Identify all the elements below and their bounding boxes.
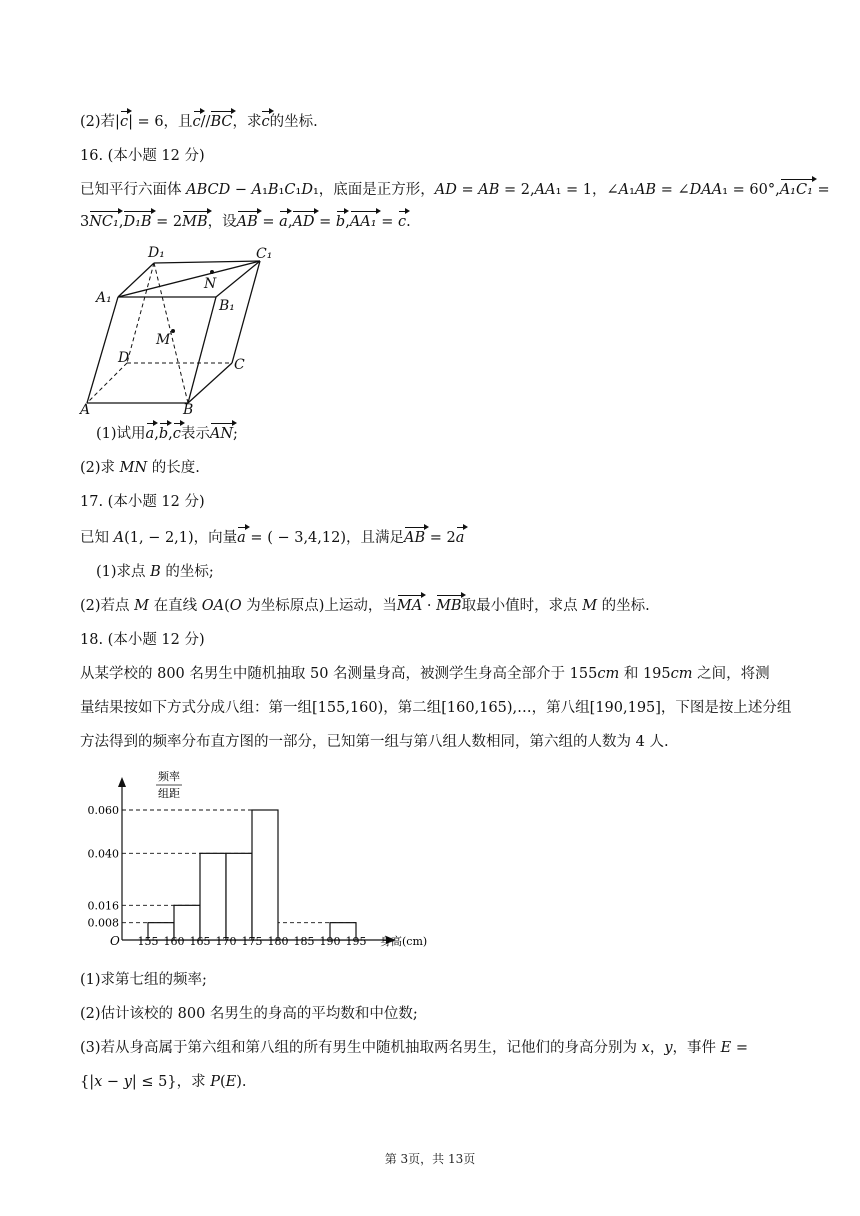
- histogram-bar-175-180: [252, 810, 278, 940]
- label-n: N: [204, 276, 217, 292]
- histogram-bar-170-175: [226, 853, 252, 940]
- q16-line2: 3NC₁,D₁B = 2MB，设AB = a,AD = b,AA₁ = c.: [80, 214, 411, 230]
- x-tick-label-185: 185: [293, 935, 315, 948]
- x-tick-label-155: 155: [137, 935, 159, 948]
- label-c: C: [234, 357, 245, 373]
- q17-part1: (1)求点 B 的坐标;: [96, 564, 214, 580]
- label-b1: B₁: [219, 298, 235, 314]
- q18-line2: 量结果按如下方式分成八组：第一组[155,160)，第二组[160,165),…，第八组[190,195]，下图是按上述分组: [80, 700, 792, 716]
- label-b: B: [183, 402, 194, 418]
- y-tick-label-2: 0.040: [87, 847, 119, 861]
- x-tick-label-195: 195: [345, 935, 367, 948]
- label-c1: C₁: [256, 246, 273, 262]
- label-d1: D₁: [148, 245, 165, 261]
- q18-part3-line1: (3)若从身高属于第六组和第八组的所有男生中随机抽取两名男生，记他们的身高分别为 x，y，事件 E =: [80, 1040, 749, 1056]
- y-tick-label-1: 0.016: [87, 899, 119, 913]
- q16-part1: (1)试用a,b,c表示AN;: [96, 426, 238, 442]
- q18-header: 18. (本小题 12 分): [80, 632, 205, 648]
- frequency-histogram: [70, 765, 450, 950]
- q18-line3: 方法得到的频率分布直方图的一部分，已知第一组与第八组人数相同，第六组的人数为 4 人.: [80, 734, 669, 750]
- q18-line1: 从某学校的 800 名男生中随机抽取 50 名测量身高，被测学生身高全部介于 155cm 和 195cm 之间，将测: [80, 666, 770, 682]
- label-m: M: [156, 332, 171, 348]
- q18-part3-line2: {|x − y| ≤ 5}，求 P(E).: [80, 1074, 247, 1090]
- label-d: D: [118, 350, 130, 366]
- parallelepiped-figure: [72, 238, 273, 418]
- q16-line1: 已知平行六面体 ABCD − A₁B₁C₁D₁，底面是正方形，AD = AB = 2,AA₁ = 1，∠A₁AB = ∠DAA₁ = 60°,A₁C₁ =: [80, 182, 830, 198]
- q18-part1: (1)求第七组的频率;: [80, 972, 207, 988]
- q18-part2: (2)估计该校的 800 名男生的身高的平均数和中位数;: [80, 1006, 418, 1022]
- q17-header: 17. (本小题 12 分): [80, 494, 205, 510]
- y-tick-label-3: 0.060: [87, 804, 119, 817]
- y-axis-label-bottom: 组距: [158, 787, 180, 800]
- x-tick-label-190: 190: [319, 935, 341, 948]
- label-a1: A₁: [96, 290, 112, 306]
- y-axis-label-top: 频率: [158, 770, 180, 783]
- x-tick-label-160: 160: [163, 935, 185, 948]
- q16-header: 16. (本小题 12 分): [80, 148, 205, 164]
- x-tick-label-165: 165: [189, 935, 211, 948]
- page-footer: 第 3页，共 13页: [384, 1152, 476, 1166]
- point-m: [171, 329, 175, 333]
- x-tick-label-170: 170: [215, 935, 237, 948]
- x-tick-label-175: 175: [241, 935, 263, 948]
- x-tick-label-180: 180: [267, 935, 289, 948]
- origin-label: O: [110, 934, 120, 948]
- q17-line1: 已知 A(1, − 2,1)，向量a = ( − 3,4,12)，且满足AB = 2a: [80, 530, 465, 546]
- point-n: [210, 270, 214, 274]
- q15-part2: (2)若|c| = 6，且c//BC，求c的坐标.: [80, 114, 318, 130]
- q17-part2: (2)若点 M 在直线 OA(O 为坐标原点)上运动，当MA · MB取最小值时，求点 M 的坐标.: [80, 598, 650, 614]
- q16-part2: (2)求 MN 的长度.: [80, 460, 200, 476]
- x-axis-label: 身高(cm): [380, 935, 428, 948]
- histogram-bar-165-170: [200, 853, 226, 940]
- y-tick-label-0: 0.008: [87, 916, 119, 930]
- label-a: A: [80, 402, 91, 418]
